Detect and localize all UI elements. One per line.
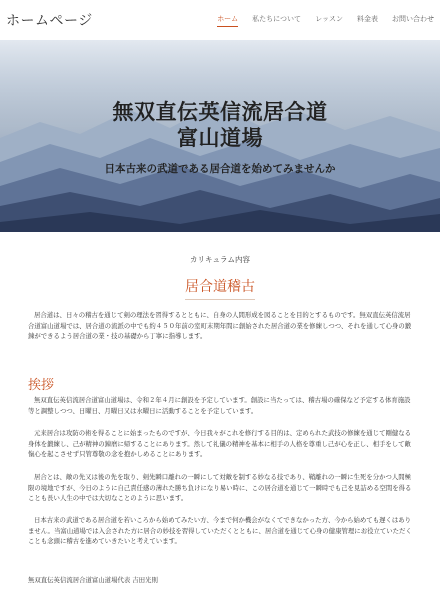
heading-divider xyxy=(185,299,255,300)
site-header xyxy=(0,0,440,40)
main-nav xyxy=(203,14,434,27)
nav-about[interactable]: 私たちについて xyxy=(252,15,302,23)
greeting-heading: 挨拶 xyxy=(28,378,55,393)
nav-home[interactable]: ホーム xyxy=(217,14,238,27)
site-title[interactable]: ホームページ xyxy=(6,13,93,29)
hero-subtitle: 日本古来の武道である居合道を始めてみませんか xyxy=(104,163,336,175)
greeting-paragraph-1: 無双直伝英信流居合道富山道場は、令和２年４月に創設を予定しています。創設に当たっては、稽古場の確保など予定する体育施設等と調整しつつ、日曜日、月曜日又は水曜日に活動することを予定しています。 xyxy=(28,396,411,415)
curriculum-intro: 居合道は、日々の稽古を通じて剣の理法を習得するとともに、自身の人間形成を図ることを目的とするものです。無双直伝英信流居合道富山道場では、居合道の流派の中でも約４５０年前の室町末期年間に創始された居合道の業を修練しつつ、それを通して心身の鍛錬ができるよう居合道の業・技の基礎から丁寧に指導します。 xyxy=(28,311,412,341)
nav-contact[interactable]: お問い合わせ xyxy=(392,15,434,23)
hero-banner xyxy=(0,40,440,232)
curriculum-label: カリキュラム内容 xyxy=(190,255,250,264)
greeting-paragraph-3: 居合とは、敵の先又は後の先を取り、剣先瞬口離れの一瞬にして対敵を制する妙なる技であり、鞘離れの一瞬に生死を分かつ人間極限の境地ですが、今日のように自己責任感の薄れた勝ち負けになり易い時に、この居合道を通じて一瞬時でも己を見詰める空間を得ることも長い人生の中では大切なことのように思います。 xyxy=(28,473,412,503)
nav-pricing[interactable]: 料金表 xyxy=(357,15,378,23)
hero-title-line1: 無双直伝英信流居合道 xyxy=(112,99,328,124)
curriculum-heading: 居合道稽古 xyxy=(185,279,255,295)
greeting-paragraph-2: 元来居合は攻防の術を得ることに始まったものですが、今日我々がこれを修行する目的は、定められた武技の修練を通じて剛健なる身体を鍛練し、己が精神の錬磨に帰することにあります。然して礼儀の精神を基本に相手の人格を尊重し己が心を正し、相手をして敵愾心を起こさせず只管尊敬の念を抱かしめることにあります。 xyxy=(28,429,412,459)
nav-lessons[interactable]: レッスン xyxy=(315,15,343,23)
representative-signature: 無双直伝英信流居合道富山道場代表 吉田光則 xyxy=(28,576,158,584)
hero-title-line2: 富山道場 xyxy=(177,125,263,150)
greeting-paragraph-4: 日本古来の武道である居合道を若いころから始めてみたい方、今まで何か機会がなくてできなかった方、今から始めても遅くはありません。当富山道場では入会された方に居合の妙技を習得していただくとともに、居合道を通じて心身の健康管理にお役立ていただくことも念頭に稽古を進めていきたいと考えています。 xyxy=(28,516,412,546)
